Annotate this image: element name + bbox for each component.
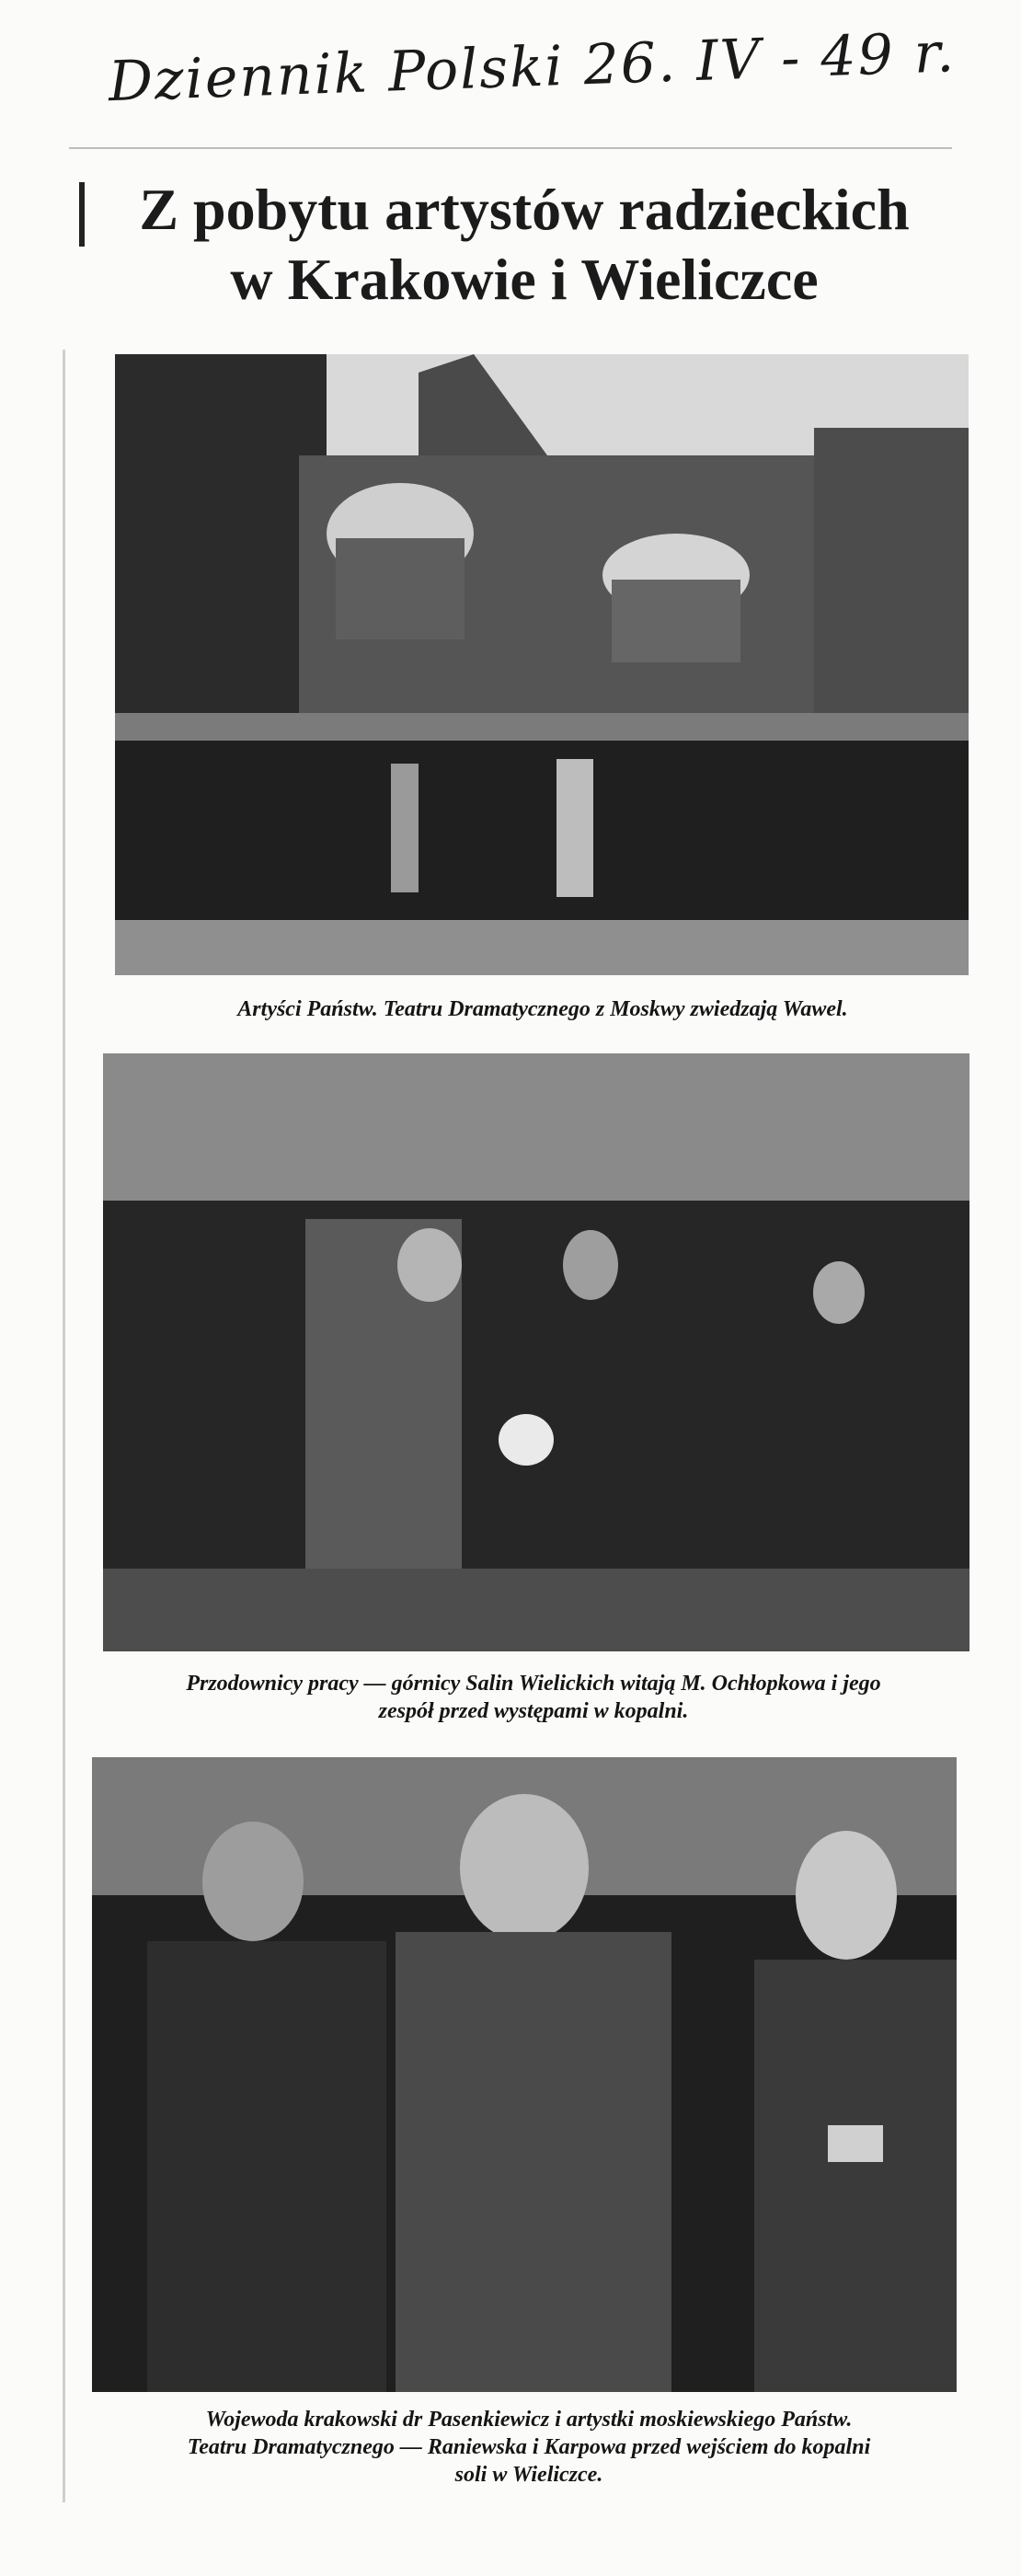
headline [74, 175, 975, 315]
photo-1-caption: Artyści Państw. Teatru Dramatycznego z Moskwy zwiedzają Wawel. [237, 997, 848, 1021]
handwritten-source-note: Dziennik Polski 26. IV - 49 r. [107, 20, 958, 115]
photo-2-caption-line-2: zespół przed występami w kopalni. [378, 1699, 689, 1723]
clipping-edge-left [63, 350, 65, 2502]
photo-3-caption-line-2: Teatru Dramatycznego — Raniewska i Karpowa przed wejściem do kopalni [187, 2435, 871, 2459]
photo-3-caption-line-1: Wojewoda krakowski dr Pasenkiewicz i artystki moskiewskiego Państw. [205, 2408, 853, 2432]
clipping-edge-top [69, 147, 952, 149]
headline-line-2: w Krakowie i Wieliczce [230, 247, 819, 312]
photo-3-caption [87, 2406, 970, 2489]
photo-voivode-actresses [92, 1757, 957, 2392]
headline-line-1: Z pobytu artystów radzieckich [139, 177, 910, 242]
photo-2-caption-line-1: Przodownicy pracy — górnicy Salin Wielickich witają M. Ochłopkowa i jego [186, 1672, 881, 1696]
photo-2-caption [92, 1670, 975, 1725]
photo-wawel-group [115, 354, 969, 975]
photo-3-caption-line-3: soli w Wieliczce. [454, 2463, 603, 2487]
photo-miners-greeting [103, 1053, 969, 1651]
